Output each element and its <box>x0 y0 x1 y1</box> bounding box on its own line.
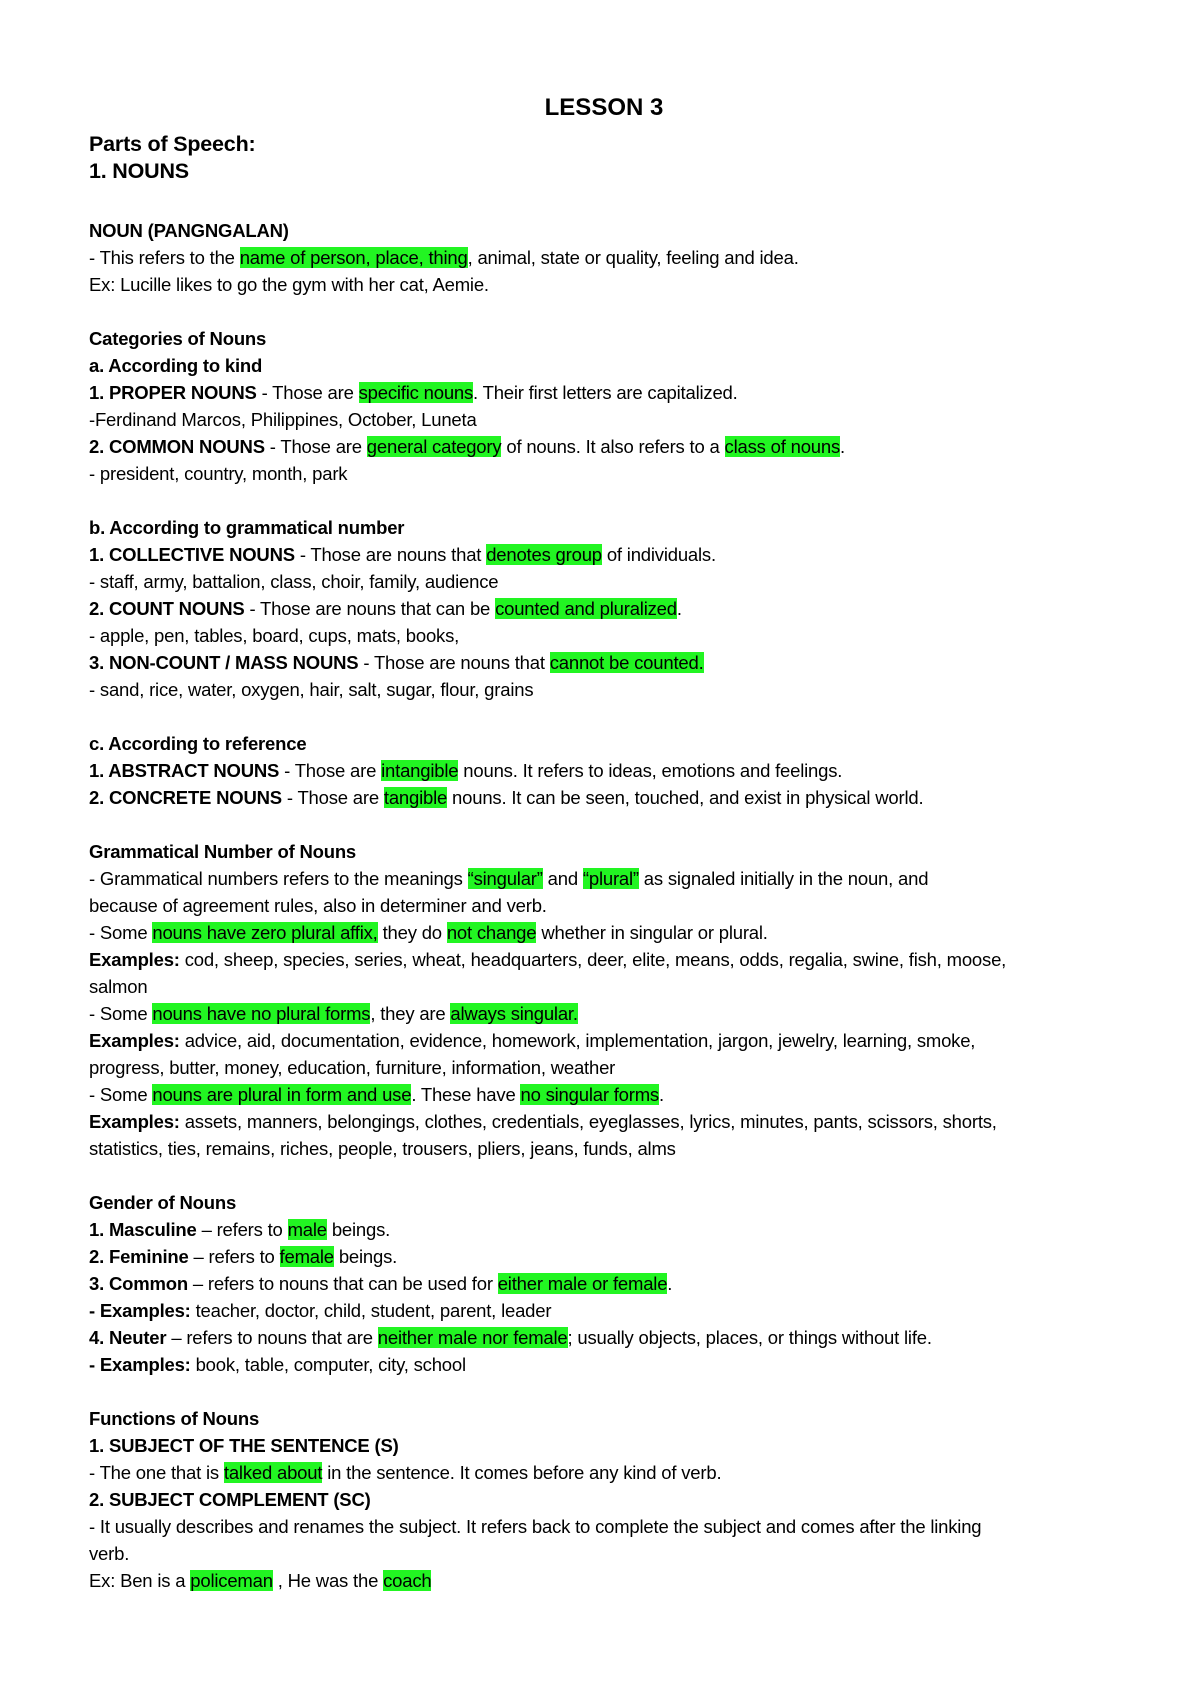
text-run: . These have <box>411 1084 521 1105</box>
text-run: nouns. It can be seen, touched, and exist in physical world. <box>447 787 924 808</box>
text-run: 1. Masculine <box>89 1219 197 1240</box>
text-run: as signaled initially in the noun, and <box>638 868 929 889</box>
highlight: class of nouns <box>724 436 841 457</box>
count-nouns-examples: - apple, pen, tables, board, cups, mats, books, <box>89 625 460 646</box>
text-run: teacher, doctor, child, student, parent, leader <box>190 1300 552 1321</box>
text-run: - Grammatical numbers refers to the meanings <box>89 868 468 889</box>
text-run: and <box>542 868 583 889</box>
text-run: , He was the <box>272 1570 384 1591</box>
according-to-kind-heading: a. According to kind <box>89 355 263 376</box>
text-run: advice, aid, documentation, evidence, homework, implementation, jargon, jewelry, learning, smoke, <box>179 1030 976 1051</box>
text-run: , animal, state or quality, feeling and idea. <box>467 247 799 268</box>
highlight: denotes group <box>486 544 602 565</box>
text-run: - Some <box>89 922 153 943</box>
text-run: 3. NON-COUNT / MASS NOUNS <box>89 652 359 673</box>
proper-nouns-line <box>89 380 738 406</box>
highlight: “plural” <box>582 868 639 889</box>
highlight: not change <box>446 922 537 943</box>
text-run: book, table, computer, city, school <box>190 1354 466 1375</box>
according-to-number-heading: b. According to grammatical number <box>89 517 405 538</box>
plural-only-examples <box>89 1109 997 1135</box>
text-run: of nouns. It also refers to a <box>501 436 725 457</box>
highlight: talked about <box>223 1462 323 1483</box>
text-run: . Their first letters are capitalized. <box>473 382 738 403</box>
noun-definition <box>89 245 799 271</box>
text-run: - Those are <box>281 787 384 808</box>
text-run: - Those are nouns that <box>358 652 550 673</box>
text-run: 1. ABSTRACT NOUNS <box>89 760 280 781</box>
text-run: whether in singular or plural. <box>536 922 768 943</box>
text-run: - Examples: <box>89 1354 191 1375</box>
noun-heading: NOUN (PANGNGALAN) <box>89 220 289 241</box>
text-run: 4. Neuter <box>89 1327 167 1348</box>
according-to-reference-heading: c. According to reference <box>89 733 307 754</box>
text-run: 2. COUNT NOUNS <box>89 598 245 619</box>
highlight: nouns are plural in form and use <box>152 1084 412 1105</box>
zero-plural-line <box>89 920 768 946</box>
common-gender-line <box>89 1271 672 1297</box>
text-run: Ex: Ben is a <box>89 1570 191 1591</box>
text-run: 2. CONCRETE NOUNS <box>89 787 282 808</box>
no-plural-line <box>89 1001 578 1027</box>
text-run: – refers to nouns that are <box>166 1327 378 1348</box>
highlight: intangible <box>381 760 459 781</box>
zero-plural-examples-cont: salmon <box>89 976 148 997</box>
mass-nouns-line <box>89 650 704 676</box>
concrete-nouns-line <box>89 785 923 811</box>
text-run: ; usually objects, places, or things without life. <box>567 1327 932 1348</box>
highlight: male <box>287 1219 327 1240</box>
text-run: they do <box>377 922 447 943</box>
plural-only-line <box>89 1082 664 1108</box>
highlight: nouns have zero plural affix, <box>152 922 378 943</box>
no-plural-examples <box>89 1028 975 1054</box>
no-plural-examples-cont: progress, butter, money, education, furniture, information, weather <box>89 1057 616 1078</box>
text-run: - Those are <box>256 382 359 403</box>
text-run: 2. Feminine <box>89 1246 189 1267</box>
text-run: - Those are nouns that <box>294 544 487 565</box>
neuter-line <box>89 1325 932 1351</box>
subject-heading: 1. SUBJECT OF THE SENTENCE (S) <box>89 1435 399 1456</box>
abstract-nouns-line <box>89 758 842 784</box>
text-run: 3. Common <box>89 1273 188 1294</box>
text-run: nouns. It refers to ideas, emotions and feelings. <box>458 760 843 781</box>
highlight: always singular. <box>450 1003 578 1024</box>
text-run: in the sentence. It comes before any kind of verb. <box>322 1462 722 1483</box>
grammatical-number-line-2: because of agreement rules, also in determiner and verb. <box>89 895 547 916</box>
highlight: female <box>279 1246 334 1267</box>
highlight: counted and pluralized <box>495 598 677 619</box>
highlight: “singular” <box>467 868 543 889</box>
subject-complement-definition: - It usually describes and renames the subject. It refers back to complete the subject and comes after the linking <box>89 1516 982 1537</box>
text-run: . <box>676 598 682 619</box>
highlight: policeman <box>190 1570 273 1591</box>
feminine-line <box>89 1244 397 1270</box>
text-run: - This refers to the <box>89 247 240 268</box>
text-run: beings. <box>333 1246 398 1267</box>
text-run: – refers to nouns that can be used for <box>187 1273 498 1294</box>
highlight: tangible <box>383 787 448 808</box>
neuter-examples <box>89 1352 466 1378</box>
collective-nouns-examples: - staff, army, battalion, class, choir, family, audience <box>89 571 499 592</box>
text-run: 1. PROPER NOUNS <box>89 382 257 403</box>
text-run: - The one that is <box>89 1462 224 1483</box>
highlight: neither male nor female <box>377 1327 568 1348</box>
highlight: specific nouns <box>358 382 474 403</box>
common-gender-examples <box>89 1298 551 1324</box>
highlight: coach <box>383 1570 432 1591</box>
highlight: cannot be counted. <box>549 652 704 673</box>
text-run: Examples: <box>89 1030 180 1051</box>
nouns-heading: 1. NOUNS <box>89 159 189 183</box>
common-nouns-examples: - president, country, month, park <box>89 463 348 484</box>
collective-nouns-line <box>89 542 716 568</box>
count-nouns-line <box>89 596 682 622</box>
lesson-title: LESSON 3 <box>544 94 664 121</box>
text-run: of individuals. <box>601 544 716 565</box>
parts-of-speech-heading: Parts of Speech: <box>89 132 256 156</box>
text-run: - Those are <box>279 760 382 781</box>
subject-complement-heading: 2. SUBJECT COMPLEMENT (SC) <box>89 1489 371 1510</box>
text-run: - Some <box>89 1084 153 1105</box>
proper-nouns-examples: -Ferdinand Marcos, Philippines, October, Luneta <box>89 409 477 430</box>
text-run: – refers to <box>188 1246 280 1267</box>
text-run: Examples: <box>89 1111 180 1132</box>
gender-heading: Gender of Nouns <box>89 1192 237 1213</box>
text-run: . <box>658 1084 664 1105</box>
highlight: nouns have no plural forms <box>152 1003 371 1024</box>
text-run: - Those are <box>264 436 367 457</box>
text-run: cod, sheep, species, series, wheat, headquarters, deer, elite, means, odds, regalia, swine, fish, moose, <box>179 949 1007 970</box>
plural-only-examples-cont: statistics, ties, remains, riches, people, trousers, pliers, jeans, funds, alms <box>89 1138 676 1159</box>
common-nouns-line <box>89 434 845 460</box>
text-run: – refers to <box>196 1219 288 1240</box>
text-run: - Examples: <box>89 1300 191 1321</box>
text-run: , they are <box>370 1003 451 1024</box>
text-run: - Some <box>89 1003 153 1024</box>
text-run: - Those are nouns that can be <box>244 598 496 619</box>
highlight: no singular forms <box>520 1084 659 1105</box>
text-run: Examples: <box>89 949 180 970</box>
subject-complement-definition-cont: verb. <box>89 1543 130 1564</box>
categories-heading: Categories of Nouns <box>89 328 267 349</box>
text-run: . <box>840 436 845 457</box>
text-run: assets, manners, belongings, clothes, credentials, eyeglasses, lyrics, minutes, pants, scissors, shorts, <box>179 1111 997 1132</box>
grammatical-number-line-1 <box>89 866 928 892</box>
text-run: 1. COLLECTIVE NOUNS <box>89 544 295 565</box>
subject-complement-example <box>89 1568 431 1594</box>
highlight: either male or female <box>497 1273 668 1294</box>
text-run: . <box>667 1273 673 1294</box>
noun-example: Ex: Lucille likes to go the gym with her cat, Aemie. <box>89 274 489 295</box>
text-run: 2. COMMON NOUNS <box>89 436 265 457</box>
grammatical-number-heading: Grammatical Number of Nouns <box>89 841 357 862</box>
highlight: general category <box>366 436 502 457</box>
mass-nouns-examples: - sand, rice, water, oxygen, hair, salt, sugar, flour, grains <box>89 679 534 700</box>
highlight: name of person, place, thing <box>239 247 468 268</box>
functions-heading: Functions of Nouns <box>89 1408 260 1429</box>
text-run: beings. <box>326 1219 391 1240</box>
masculine-line <box>89 1217 390 1243</box>
subject-definition <box>89 1460 721 1486</box>
zero-plural-examples <box>89 947 1006 973</box>
